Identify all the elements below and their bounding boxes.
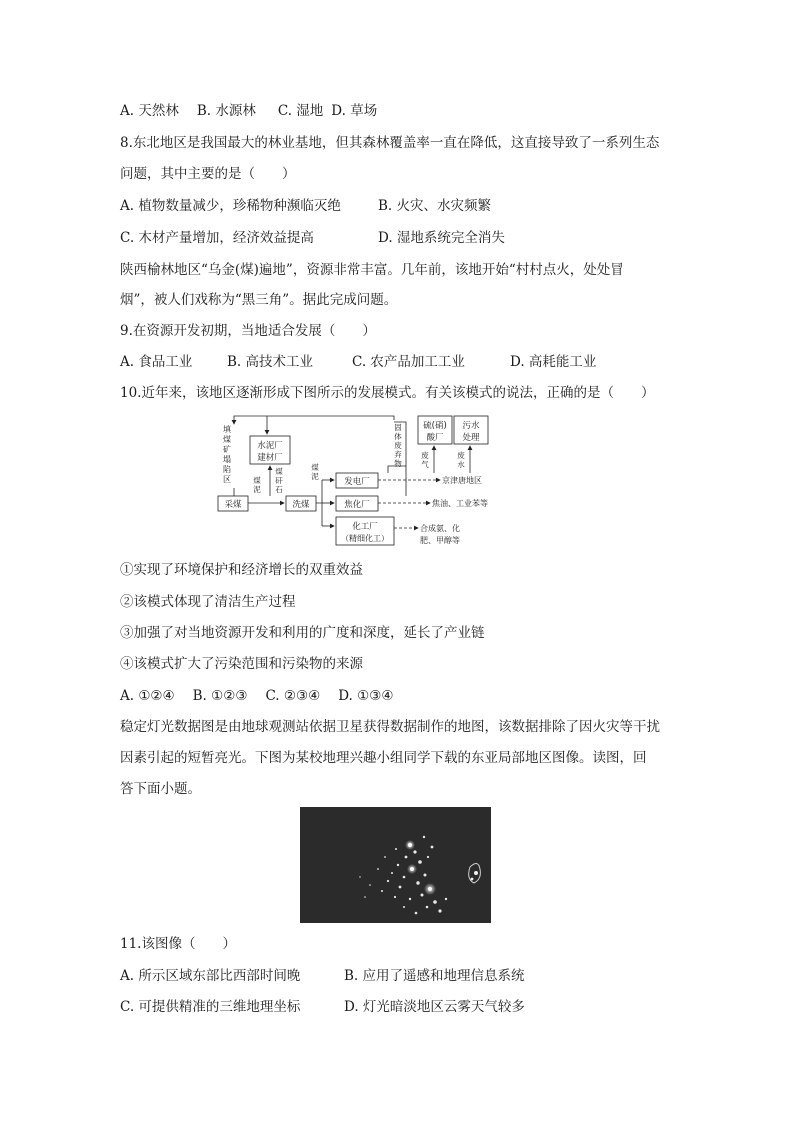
fill-label-char: 区 (223, 475, 231, 484)
city-light (474, 871, 478, 875)
q8-option-c[interactable]: C. 木材产量增加，经济效益提高 (120, 230, 314, 246)
city-light (471, 878, 474, 881)
q11-option-a[interactable]: A. 所示区域东部比西部时间晚 (120, 968, 301, 984)
q9-option-a[interactable]: A. 食品工业 (120, 354, 193, 370)
chem-output-label-1: 合成氨、化 (420, 524, 460, 533)
waste-water-label-char: 水 (457, 460, 465, 469)
coking-plant-label: 焦化厂 (344, 500, 370, 510)
fill-label-char: 填 (223, 425, 231, 434)
coking-output-label: 焦油、工业苯等 (432, 499, 488, 508)
washing-branch-line (316, 480, 322, 526)
q10-stem: 10.近年来，该地区逐渐形成下图所示的发展模式。有关该模式的说法，正确的是（ ） (120, 385, 655, 401)
q9-option-c[interactable]: C. 农产品加工工业 (352, 354, 465, 370)
q9-stem: 9.在资源开发初期，当地适合发展（ ） (120, 323, 376, 339)
q7-options (120, 101, 377, 121)
q10-statement-1: ①实现了环境保护和经济增长的双重效益 (120, 562, 363, 578)
intro1-line2: 烟”，被人们戏称为“黑三角”。据此完成问题。 (120, 292, 398, 308)
gangue-label-char: 石 (275, 485, 283, 494)
solid-waste-label-char: 弃 (394, 450, 402, 459)
chem-output-label-2: 肥、甲醇等 (420, 536, 460, 545)
q10-statement-3: ③加强了对当地资源开发和利用的广度和深度，延长了产业链 (120, 625, 485, 641)
q7-option-b[interactable]: B. 水源林 (196, 103, 256, 119)
q11-options-row2 (120, 997, 525, 1017)
solid-waste-label-char: 物 (394, 459, 402, 468)
slime-label-char: 泥 (311, 472, 319, 481)
intro2-line3: 答下面小题。 (120, 781, 201, 797)
q8-options-row2 (120, 228, 505, 248)
intro1-line1: 陕西榆林地区“乌金(煤)遍地”，资源非常丰富。几年前，该地开始“村村点火，处处冒 (120, 262, 624, 278)
q7-option-d[interactable]: D. 草场 (331, 103, 378, 119)
q10-option-a[interactable]: A. ①②④ (120, 688, 175, 704)
gangue-label-char: 矸 (275, 476, 283, 485)
power-output-label: 京津唐地区 (442, 476, 482, 485)
q11-stem: 11.该图像（ ） (120, 936, 236, 952)
chemical-plant-label: 化工厂 (352, 522, 378, 532)
fill-label-char: 煤 (223, 435, 231, 444)
q10-option-c[interactable]: C. ②③④ (265, 688, 321, 704)
fill-label-char: 陷 (223, 465, 231, 474)
q8-option-d[interactable]: D. 湿地系统完全消失 (378, 230, 505, 246)
fill-label-char: 矿 (223, 445, 231, 454)
q9-options (120, 352, 596, 372)
city-glow (407, 864, 417, 874)
q10-statement-4: ④该模式扩大了污染范围和污染物的来源 (120, 656, 363, 672)
solid-waste-return-line (234, 416, 394, 424)
sulfuric-acid-label-2: 酸厂 (426, 433, 444, 443)
city-glow (405, 840, 415, 850)
q10-option-d[interactable]: D. ①③④ (338, 688, 394, 704)
q11-options-row1 (120, 966, 525, 986)
sewage-label-2: 处理 (462, 433, 480, 443)
q9-option-d[interactable]: D. 高耗能工业 (510, 354, 597, 370)
solid-waste-label-char: 体 (394, 432, 402, 441)
solid-waste-label-char: 固 (394, 423, 402, 432)
q11-option-d[interactable]: D. 灯光暗淡地区云雾天气较多 (344, 999, 525, 1015)
gangue-label-char: 煤 (275, 467, 283, 476)
waste-gas-label-char: 气 (421, 460, 429, 469)
mining-label: 采煤 (224, 500, 242, 510)
q8-stem-line1: 8.东北地区是我国最大的林业基地，但其森林覆盖率一直在降低，这直接导致了一系列生态 (120, 135, 660, 151)
q9-option-b[interactable]: B. 高技术工业 (227, 354, 314, 370)
intro2-line2: 因素引起的短暂亮光。下图为某校地理兴趣小组同学下载的东亚局部地区图像。读图，回 (120, 750, 647, 766)
q8-options-row1 (120, 196, 491, 216)
building-material-label: 建材厂 (257, 453, 283, 463)
slime-label-char: 煤 (253, 476, 261, 485)
slime-label-char: 煤 (311, 463, 319, 472)
sulfuric-acid-label-1: 硫(硝) (423, 421, 447, 431)
sewage-label-1: 污水 (462, 421, 480, 431)
q10-statement-2: ②该模式体现了清洁生产过程 (120, 594, 296, 610)
q8-option-a[interactable]: A. 植物数量减少，珍稀物种濒临灭绝 (120, 198, 341, 214)
q7-option-c[interactable]: C. 湿地 (277, 103, 324, 119)
q11-option-c[interactable]: C. 可提供精准的三维地理坐标 (120, 999, 301, 1015)
waste-water-label-char: 废 (457, 451, 465, 460)
washing-label: 洗煤 (292, 500, 310, 510)
q7-option-a[interactable]: A. 天然林 (120, 103, 179, 119)
q8-stem-line2: 问题，其中主要的是（ ） (120, 166, 296, 182)
cement-plant-label: 水泥厂 (257, 441, 283, 451)
waste-gas-label-char: 废 (421, 451, 429, 460)
industrial-chain-diagram (212, 410, 512, 552)
city-glow (424, 883, 436, 895)
solid-waste-label-char: 废 (394, 441, 402, 450)
q8-option-b[interactable]: B. 火灾、水灾频繁 (378, 198, 492, 214)
q10-options (120, 686, 393, 706)
q10-option-b[interactable]: B. ①②③ (192, 688, 248, 704)
slime-label-char: 泥 (253, 485, 261, 494)
power-plant-label: 发电厂 (344, 477, 370, 487)
fine-chemical-label: （精细化工） (341, 534, 389, 543)
fill-label-char: 塌 (223, 455, 231, 464)
night-lights-satellite-image (300, 807, 491, 923)
intro2-line1: 稳定灯光数据图是由地球观测站依据卫星获得数据制作的地图，该数据排除了因火灾等干扰 (120, 719, 660, 735)
fill-label (223, 424, 232, 484)
q11-option-b[interactable]: B. 应用了遥感和地理信息系统 (344, 968, 525, 984)
